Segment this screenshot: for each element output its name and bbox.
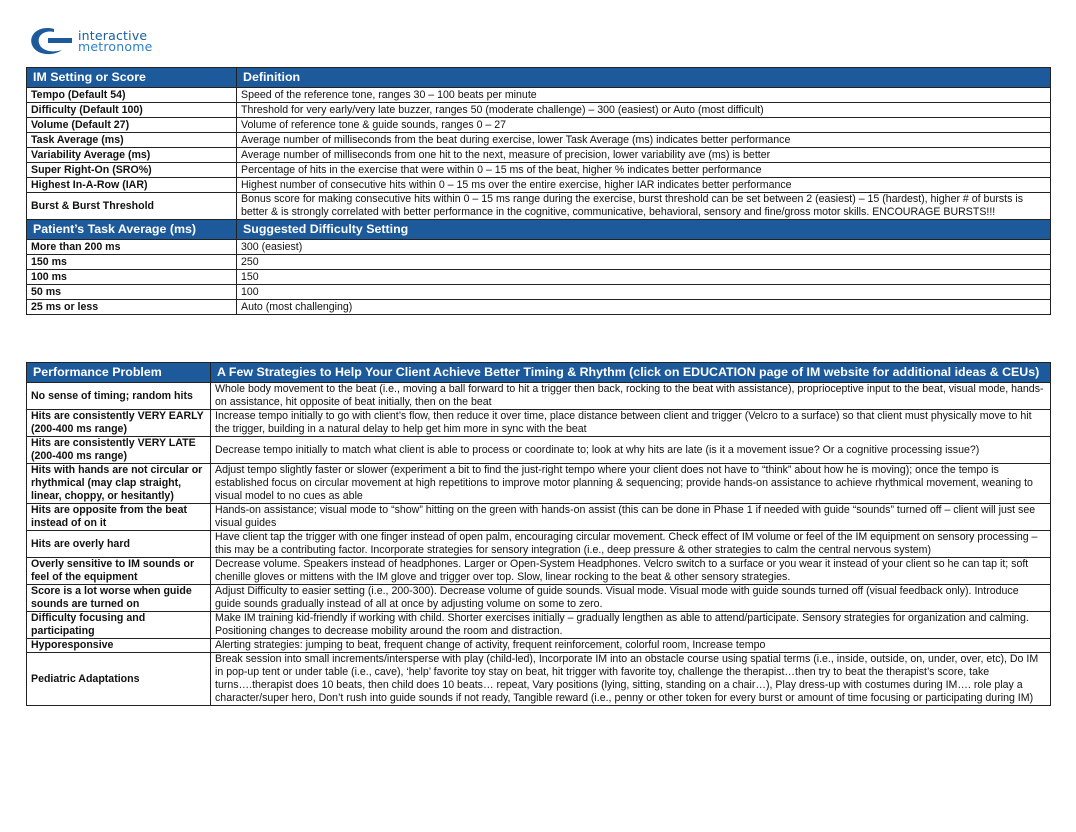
setting-definition: Threshold for very early/very late buzzer, ranges 50 (moderate challenge) – 300 (easiest) or Auto (most difficult) <box>237 103 1051 118</box>
setting-definition: Volume of reference tone & guide sounds, ranges 0 – 27 <box>237 118 1051 133</box>
setting-name: Difficulty (Default 100) <box>27 103 237 118</box>
table-row <box>27 163 1051 178</box>
setting-name: Tempo (Default 54) <box>27 88 237 103</box>
header-performance-problem: Performance Problem <box>27 363 211 383</box>
table-row <box>27 193 1051 220</box>
problem-cell: Hits are opposite from the beat instead of on it <box>27 504 211 531</box>
table-row <box>27 240 1051 255</box>
metronome-swoosh-icon <box>28 26 74 56</box>
problem-cell: Pediatric Adaptations <box>27 653 211 706</box>
strategy-cell: Whole body movement to the beat (i.e., moving a ball forward to hit a trigger then back, rocking to the beat with assistance), proprioceptive input to the beat, visual mode, hands-on assistance, hit opposite of beat initially, then on the beat <box>211 383 1051 410</box>
table-row <box>27 437 1051 464</box>
table-row <box>27 383 1051 410</box>
setting-name: Task Average (ms) <box>27 133 237 148</box>
table-row <box>27 585 1051 612</box>
table-row <box>27 558 1051 585</box>
strategy-cell: Break session into small increments/intersperse with play (child-led), Incorporate IM into an obstacle course using spatial terms (i.e., inside, outside, on, under, over, etc), Do IM in pop-up tent or under table (i.e., cave), ‘help’ favorite toy stay on beat, hit trigger with favorite toy, challenge the therapist…then try to beat the therapist’s score, take turns….therapist does 10 beats, then child does 10 beats… repeat, Vary positions (lying, sitting, standing on a chair…), Play dress-up with costumes during IM…. role play a character/super hero, Don’t rush into guide sounds if not ready, Tangible reward (i.e., penny or other token for every burst or amount of time focusing or participating during IM) <box>211 653 1051 706</box>
problem-cell: Hyporesponsive <box>27 639 211 653</box>
difficulty-value: 150 <box>237 270 1051 285</box>
strategy-cell: Adjust Difficulty to easier setting (i.e., 200-300). Decrease volume of guide sounds. Visual mode. Visual mode with guide sounds turned off (visual feedback only). Introduce guide sounds gradually instead of all at once by adjusting volume on some to zero. <box>211 585 1051 612</box>
strategies-header-row <box>27 363 1051 383</box>
setting-definition: Bonus score for making consecutive hits within 0 – 15 ms range during the exercise, burst threshold can be set between 2 (easiest) – 15 (hardest), higher # of bursts is better & is strongly correlated with better performance in the cognitive, communicative, behavioral, sensory and fine/gross motor skills. ENCOURAGE BURSTS!!! <box>237 193 1051 220</box>
problem-cell: Difficulty focusing and participating <box>27 612 211 639</box>
difficulty-value: 250 <box>237 255 1051 270</box>
strategy-cell: Hands-on assistance; visual mode to “show” hitting on the green with hands-on assist (this can be done in Phase 1 if needed with guide “sounds” turned off – client will just see visual guides <box>211 504 1051 531</box>
problem-cell: No sense of timing; random hits <box>27 383 211 410</box>
strategy-cell: Decrease volume. Speakers instead of headphones. Larger or Open-System Headphones. Velcro switch to a surface or you wear it instead of your client so he can tap it; soft chenille gloves or mittens with the IM glove and trigger over top. Slow, linear rocking to the beat & other sensory strategies. <box>211 558 1051 585</box>
problem-cell: Hits with hands are not circular or rhythmical (may clap straight, linear, choppy, or hesitantly) <box>27 464 211 504</box>
header-definition: Definition <box>237 68 1051 88</box>
table-row <box>27 118 1051 133</box>
difficulty-header-row <box>27 220 1051 240</box>
setting-definition: Percentage of hits in the exercise that were within 0 – 15 ms of the beat, higher % indicates better performance <box>237 163 1051 178</box>
problem-cell: Score is a lot worse when guide sounds are turned on <box>27 585 211 612</box>
header-strategies: A Few Strategies to Help Your Client Achieve Better Timing & Rhythm (click on EDUCATION page of IM website for additional ideas & CEUs) <box>211 363 1051 383</box>
logo-line1: interactive <box>78 28 148 43</box>
task-average-value: More than 200 ms <box>27 240 237 255</box>
table-row <box>27 504 1051 531</box>
table-row <box>27 300 1051 315</box>
strategies-table <box>26 362 1051 706</box>
strategy-cell: Decrease tempo initially to match what client is able to process or coordinate to; look at why hits are late (is it a movement issue? Or a cognitive processing issue?) <box>211 437 1051 464</box>
strategy-cell: Have client tap the trigger with one finger instead of open palm, encouraging circular movement. Check effect of IM volume or feel of the IM equipment on sensory processing – this may be a contributing factor. Incorporate strategies for sensory integration (i.e., deep pressure & other strategies to calm the central nervous system) <box>211 531 1051 558</box>
difficulty-value: 100 <box>237 285 1051 300</box>
settings-header-row <box>27 68 1051 88</box>
strategy-cell: Adjust tempo slightly faster or slower (experiment a bit to find the just-right tempo where your client does not have to “think” about how he is moving); once the tempo is established focus on circular movement at high repetitions to improve motor planning & sequencing; provide hands-on assistance to achieve rhythmical movement, weaning to visual model to no cues as able <box>211 464 1051 504</box>
difficulty-value: Auto (most challenging) <box>237 300 1051 315</box>
logo-line2: metronome <box>78 39 153 54</box>
setting-name: Variability Average (ms) <box>27 148 237 163</box>
task-average-value: 50 ms <box>27 285 237 300</box>
table-row <box>27 531 1051 558</box>
table-row <box>27 178 1051 193</box>
task-average-value: 100 ms <box>27 270 237 285</box>
table-row <box>27 612 1051 639</box>
table-row <box>27 148 1051 163</box>
table-row <box>27 88 1051 103</box>
table-row <box>27 410 1051 437</box>
settings-table <box>26 67 1051 315</box>
table-row <box>27 639 1051 653</box>
logo <box>28 24 153 58</box>
setting-definition: Average number of milliseconds from one hit to the next, measure of precision, lower variability ave (ms) is better <box>237 148 1051 163</box>
table-row <box>27 133 1051 148</box>
task-average-value: 25 ms or less <box>27 300 237 315</box>
strategy-cell: Alerting strategies: jumping to beat, frequent change of activity, frequent reinforcement, colorful room, Increase tempo <box>211 639 1051 653</box>
strategy-cell: Make IM training kid-friendly if working with child. Shorter exercises initially – gradually lengthen as able to attend/participate. Sensory strategies for organization and calming. Positioning changes to decrease mobility around the room and distraction. <box>211 612 1051 639</box>
header-suggested-difficulty: Suggested Difficulty Setting <box>237 220 1051 240</box>
setting-name: Burst & Burst Threshold <box>27 193 237 220</box>
setting-definition: Average number of milliseconds from the beat during exercise, lower Task Average (ms) indicates better performance <box>237 133 1051 148</box>
table-row <box>27 653 1051 706</box>
problem-cell: Hits are overly hard <box>27 531 211 558</box>
header-task-average: Patient’s Task Average (ms) <box>27 220 237 240</box>
setting-name: Volume (Default 27) <box>27 118 237 133</box>
table-row <box>27 255 1051 270</box>
problem-cell: Hits are consistently VERY EARLY (200-400 ms range) <box>27 410 211 437</box>
setting-name: Super Right-On (SRO%) <box>27 163 237 178</box>
setting-definition: Speed of the reference tone, ranges 30 – 100 beats per minute <box>237 88 1051 103</box>
table-row <box>27 285 1051 300</box>
header-im-setting: IM Setting or Score <box>27 68 237 88</box>
problem-cell: Overly sensitive to IM sounds or feel of the equipment <box>27 558 211 585</box>
problem-cell: Hits are consistently VERY LATE (200-400 ms range) <box>27 437 211 464</box>
table-row <box>27 103 1051 118</box>
table-row <box>27 270 1051 285</box>
setting-name: Highest In-A-Row (IAR) <box>27 178 237 193</box>
task-average-value: 150 ms <box>27 255 237 270</box>
strategy-cell: Increase tempo initially to go with client’s flow, then reduce it over time, place distance between client and trigger (Velcro to a surface) so that client must physically move to hit the trigger, building in a natural delay to help get him more in sync with the beat <box>211 410 1051 437</box>
difficulty-value: 300 (easiest) <box>237 240 1051 255</box>
setting-definition: Highest number of consecutive hits within 0 – 15 ms over the entire exercise, higher IAR indicates better performance <box>237 178 1051 193</box>
table-row <box>27 464 1051 504</box>
